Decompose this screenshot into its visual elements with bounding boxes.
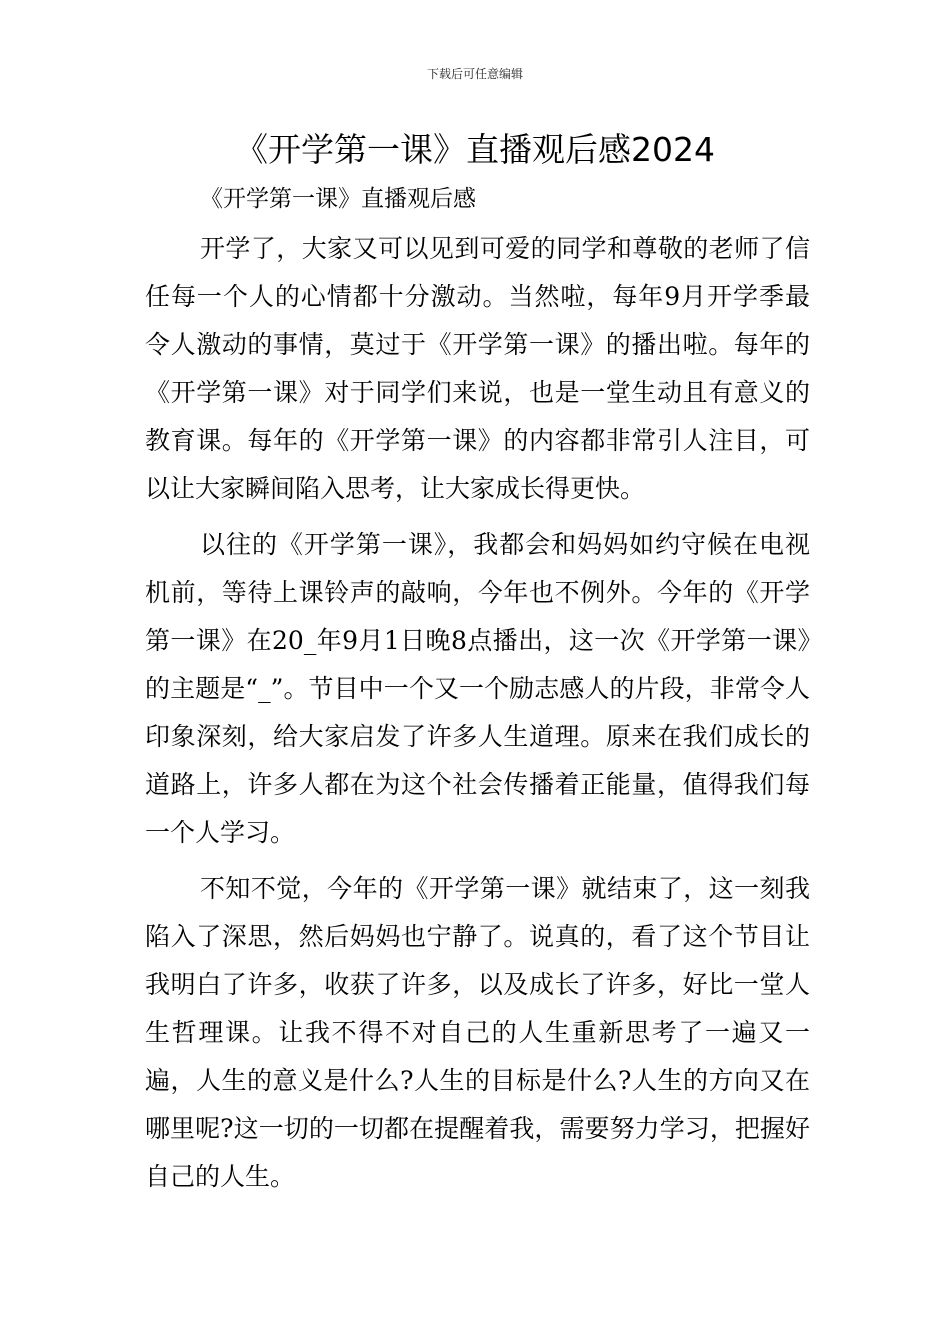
paragraph-2: 以往的《开学第一课》，我都会和妈妈如约守候在电视机前，等待上课铃声的敲响，今年也不例外。今年的《开学第一课》在20_年9月1日晚8点播出，这一次《开学第一课》的主题是“_”。节目中一个又一个励志感人的片段，非常令人印象深刻，给大家启发了许多人生道理。原来在我们成长的道路上，许多人都在为这个社会传播着正能量，值得我们每一个人学习。	[145, 530, 810, 847]
header-note: 下载后可任意编辑	[426, 67, 523, 81]
document-body	[145, 225, 810, 1201]
paragraph-1: 开学了，大家又可以见到可爱的同学和尊敬的老师了信任每一个人的心情都十分激动。当然啦，每年9月开学季最令人激动的事情，莫过于《开学第一课》的播出啦。每年的《开学第一课》对于同学们来说，也是一堂生动且有意义的教育课。每年的《开学第一课》的内容都非常引人注目，可以让大家瞬间陷入思考，让大家成长得更快。	[145, 234, 810, 503]
document-subtitle: 《开学第一课》直播观后感	[200, 186, 476, 212]
document-title: 《开学第一课》直播观后感2024	[235, 130, 715, 169]
paragraph-3: 不知不觉，今年的《开学第一课》就结束了，这一刻我陷入了深思，然后妈妈也宁静了。说真的，看了这个节目让我明白了许多，收获了许多，以及成长了许多，好比一堂人生哲理课。让我不得不对自己的人生重新思考了一遍又一遍，人生的意义是什么?人生的目标是什么?人生的方向又在哪里呢?这一切的一切都在提醒着我，需要努力学习，把握好自己的人生。	[145, 874, 810, 1191]
